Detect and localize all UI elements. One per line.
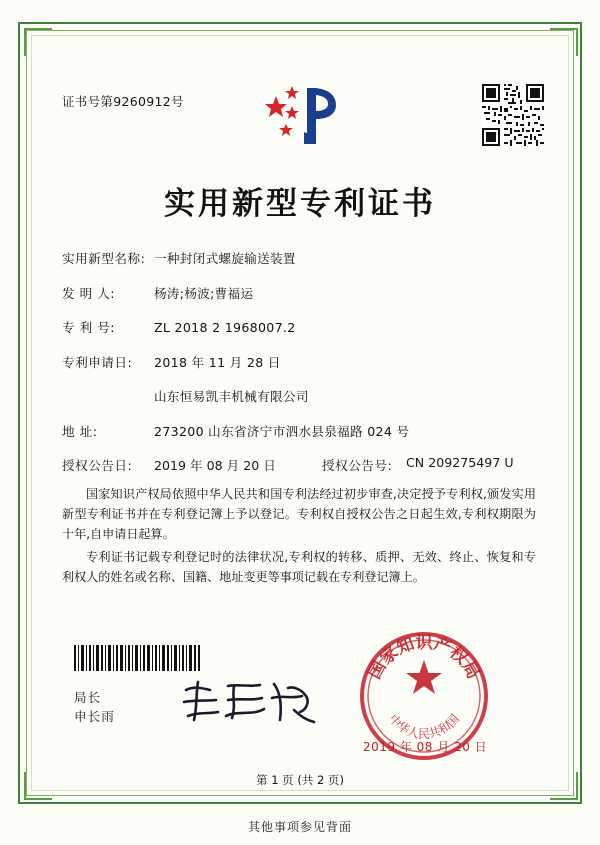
certificate-fields (62, 248, 538, 490)
svg-text:中华人民共和国: 中华人民共和国 (385, 711, 463, 741)
paragraph-1: 国家知识产权局依照中华人民共和国专利法经过初步审查,决定授予专利权,颁发实用新型专利证书并在专利登记簿上予以登记。专利权自授权公告之日起生效,专利权期限为十年,自申请日起算。 (62, 487, 536, 541)
field-value: 2019 年 08 月 20 日 (154, 458, 276, 473)
field-patent-number (62, 317, 538, 336)
field-address (62, 421, 538, 440)
footer-note: 其他事项参见背面 (247, 820, 352, 834)
field-label: 专 利 号: (62, 320, 116, 335)
field-inventors (62, 283, 538, 302)
svg-text:国家知识产权局: 国家知识产权局 (364, 633, 484, 683)
field-label: 发 明 人: (62, 285, 116, 301)
corner-ornament-top-right (550, 28, 578, 56)
field-grant-row (62, 455, 538, 474)
field-patentee (62, 386, 538, 405)
field-value: 273200 山东省济宁市泗水县泉福路 024 号 (154, 423, 410, 439)
field-value: CN 209275497 U (406, 455, 514, 470)
field-value: 山东恒易凯丰机械有限公司 (154, 389, 309, 404)
ip-administration-emblem-icon (252, 78, 348, 156)
corner-ornament-top-left (24, 28, 52, 56)
barcode (74, 645, 200, 671)
certificate-number: 证书号第9260912号 (62, 94, 184, 109)
field-label: 实用新型名称: (62, 251, 146, 266)
paragraph-2: 专利证书记载专利登记时的法律状况,专利权的转移、质押、无效、终止、恢复和专利权人的姓名或名称、国籍、地址变更等事项记载在专利登记簿上。 (62, 550, 536, 584)
legal-body-text (62, 484, 536, 590)
director-name: 申长雨 (74, 709, 115, 724)
field-label: 授权公告日: (62, 458, 133, 473)
field-value: ZL 2018 2 1968007.2 (154, 320, 296, 335)
handwritten-signature (176, 676, 326, 730)
field-label: 授权公告号: (322, 458, 393, 473)
field-value: 一种封闭式螺旋输送装置 (154, 251, 296, 266)
field-utility-model-name (62, 248, 538, 267)
field-label: 专利申请日: (62, 354, 133, 370)
field-application-date (62, 352, 538, 371)
field-value: 杨涛;杨波;曹福运 (154, 285, 254, 301)
grant-announcement-number (322, 455, 538, 474)
director-label: 局长 (74, 690, 102, 705)
grant-announcement-date (62, 455, 322, 474)
page-number: 第 1 页 (共 2 页) (256, 773, 344, 787)
qr-code (482, 84, 544, 146)
field-value: 2018 年 11 月 28 日 (154, 354, 281, 370)
signature-block (74, 688, 115, 726)
seal-date: 2019 年 08 月 20 日 (363, 740, 488, 754)
page-title: 实用新型专利证书 (164, 186, 436, 222)
field-label: 地 址: (62, 423, 98, 439)
